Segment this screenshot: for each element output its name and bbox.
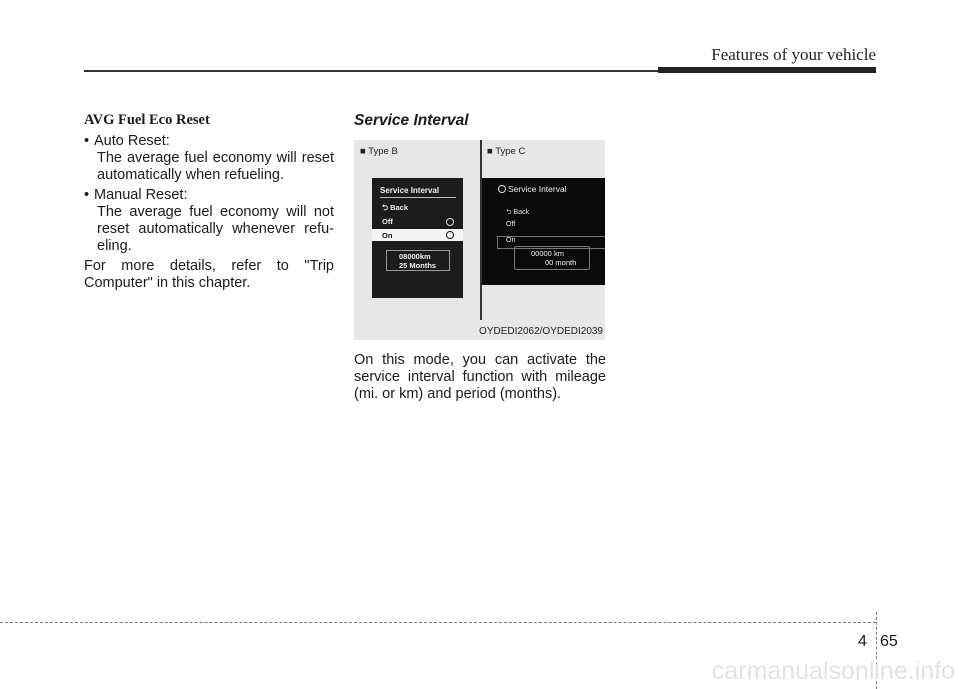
type-b-on-item: On [382,231,393,240]
running-header: Features of your vehicle [711,45,876,64]
type-b-months: 25 Months [399,261,437,270]
type-b-on-radio-icon [446,231,454,239]
header-rule [84,70,658,72]
type-b-on-highlight [372,229,463,241]
bullet-auto-reset: • Auto Reset: [84,133,334,150]
type-c-months: 00 month [545,258,577,267]
type-b-off-radio-icon [446,218,454,226]
section-heading-service-interval: Service Interval [354,112,469,129]
auto-reset-description: The average fuel economy will reset automatically when refueling. [97,150,334,183]
type-b-back-item: ⮌ Back [382,203,409,212]
bullet-manual-reset: • Manual Reset: [84,187,334,204]
type-b-title-rule [380,197,456,198]
type-b-off-item: Off [382,217,393,226]
left-column [84,112,334,292]
type-b-label: ■ Type B [360,146,398,157]
type-b-value-box [386,250,450,271]
right-column [354,112,606,403]
manual-reset-description: The average fuel economy will not reset automatically whenever refu-eling. [97,204,334,254]
watermark: carmanualsonline.info [711,657,955,685]
type-b-screen-title: Service Interval [380,186,440,195]
chapter-number: 4 [858,633,867,650]
type-c-on-item: On [506,237,516,244]
page-number: 65 [880,633,898,650]
gear-icon [498,185,506,193]
service-interval-description: On this mode, you can activate the service interval function with mileage (mi. or km) and period (months). [354,352,606,402]
type-c-label: ■ Type C [487,146,526,157]
figure-caption: OYDEDI2062/OYDEDI2039 [479,326,603,337]
service-interval-figure [354,140,605,340]
trip-computer-reference: For more details, refer to "Trip Computer" in this chapter. [84,258,334,291]
footer-rule [0,622,876,623]
type-b-screen [372,178,463,298]
section-heading-avg-fuel-eco-reset: AVG Fuel Eco Reset [84,112,210,128]
type-c-value-box [514,246,590,270]
type-c-screen [482,178,605,285]
type-c-off-item: Off [506,221,516,228]
header-rule-thick [658,67,876,73]
type-c-mileage: 00000 km [531,249,564,258]
type-c-screen-title: Service Interval [508,184,567,194]
type-c-back-item: ⮌ Back [506,209,530,216]
type-b-mileage: 08000km [399,252,431,261]
